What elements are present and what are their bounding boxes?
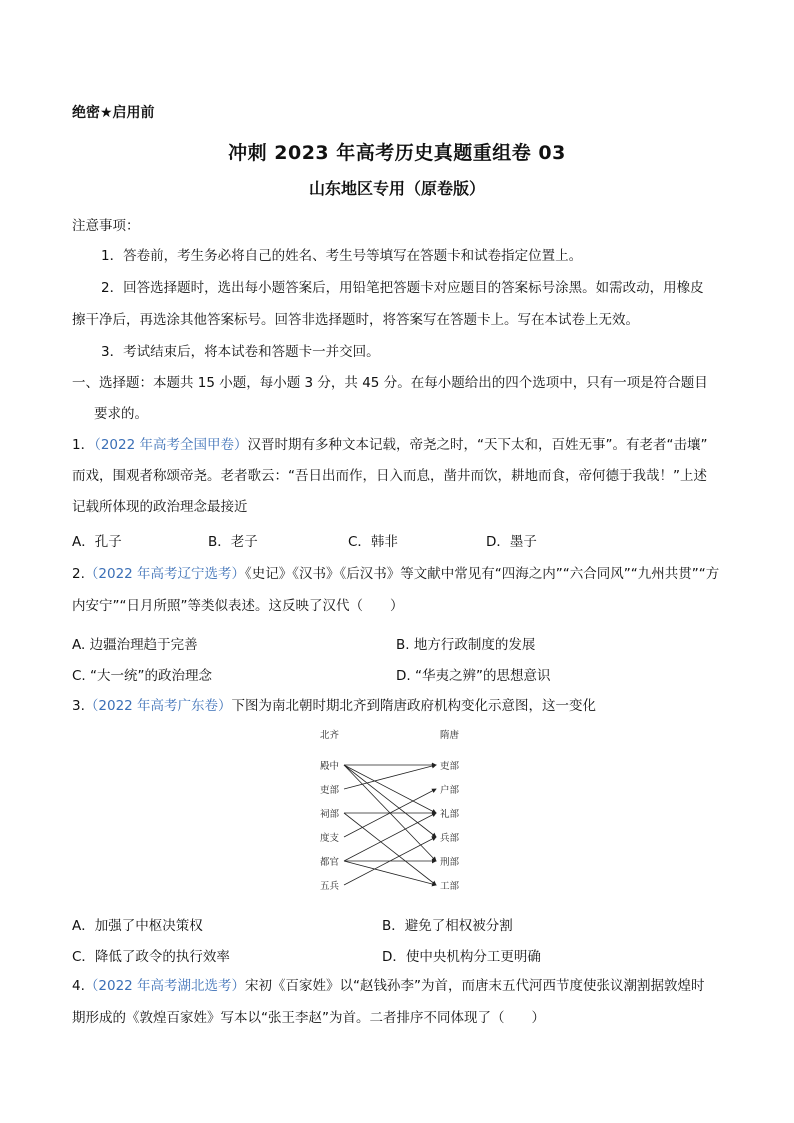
- institution-change-diagram: [316, 726, 476, 896]
- question-source: （2022 年高考辽宁选考）: [84, 566, 246, 582]
- question-3-line1: [72, 696, 596, 716]
- question-source: （2022 年高考湖北选考）: [84, 978, 246, 994]
- section-heading-line2: 要求的。: [94, 406, 148, 422]
- q3-option-c: C．降低了政令的执行效率: [72, 949, 230, 965]
- question-4-line2: 期形成的《敦煌百家姓》写本以“张王李赵”为首。二者排序不同体现了（ ）: [72, 1010, 545, 1026]
- diagram-right-header: 隋唐: [440, 730, 460, 741]
- notes-heading: 注意事项：: [72, 218, 140, 234]
- question-1-line2: 而戏，围观者称颂帝尧。老者歌云：“吾日出而作，日入而息，凿井而饮，耕地而食，帝何德于我哉！”上述: [72, 468, 707, 484]
- question-text: 下图为南北朝时期北齐到隋唐政府机构变化示意图，这一变化: [231, 698, 597, 714]
- question-number: 1．: [72, 437, 95, 453]
- right-item-hubu: 户部: [440, 785, 460, 796]
- q2-option-c: C. “大一统”的政治理念: [72, 668, 212, 684]
- q2-option-d: D. “华夷之辨”的思想意识: [396, 668, 551, 684]
- page-subtitle: 山东地区专用（原卷版）: [308, 179, 485, 198]
- question-1-line1: [72, 435, 707, 455]
- question-text: 汉晋时期有多种文本记载，帝尧之时，“天下太和，百姓无事”。有老者“击壤”: [247, 437, 708, 453]
- left-item-libu: 吏部: [320, 785, 340, 796]
- question-number: 2.: [72, 566, 85, 582]
- page-title: 冲刺 2023 年高考历史真题重组卷 03: [228, 142, 566, 164]
- q1-option-b: B．老子: [208, 534, 258, 550]
- note-item-3: 3．考试结束后，将本试卷和答题卡一并交回。: [101, 344, 380, 360]
- q2-option-b: B. 地方行政制度的发展: [396, 637, 536, 653]
- diagram-arrows: [344, 765, 436, 885]
- note-item-1: 1．答卷前，考生务必将自己的姓名、考生号等填写在答题卡和试卷指定位置上。: [101, 248, 583, 264]
- q3-option-b: B．避免了相权被分割: [382, 918, 513, 934]
- question-2-line2: 内安宁”“日月所照”等类似表述。这反映了汉代（ ）: [72, 598, 404, 614]
- question-2-line1: [72, 564, 719, 584]
- right-item-libu-rites: 礼部: [440, 809, 460, 820]
- note-item-2-line1: 2．回答选择题时，选出每小题答案后，用铅笔把答题卡对应题目的答案标号涂黑。如需改动，用橡皮: [101, 280, 704, 296]
- note-item-2-line2: 擦干净后，再选涂其他答案标号。回答非选择题时，将答案写在答题卡上。写在本试卷上无效。: [72, 312, 639, 328]
- left-item-duguan: 都官: [320, 857, 340, 868]
- question-1-line3: 记载所体现的政治理念最接近: [72, 499, 248, 515]
- q1-option-c: C．韩非: [348, 534, 398, 550]
- q1-option-a: A．孔子: [72, 534, 122, 550]
- left-item-dianzhong: 殿中: [320, 761, 340, 772]
- section-heading-line1: 一、选择题：本题共 15 小题，每小题 3 分，共 45 分。在每小题给出的四个选项中，只有一项是符合题目: [72, 375, 708, 391]
- question-4-line1: [72, 976, 705, 996]
- q1-option-d: D．墨子: [486, 534, 537, 550]
- right-item-gongbu: 工部: [440, 881, 460, 892]
- question-number: 3.: [72, 698, 85, 714]
- diagram-left-header: 北齐: [320, 730, 340, 741]
- left-item-cibu: 祠部: [320, 809, 340, 820]
- q3-option-d: D．使中央机构分工更明确: [382, 949, 541, 965]
- question-text: 宋初《百家姓》以“赵钱孙李”为首，而唐末五代河西节度使张议潮割据敦煌时: [245, 978, 705, 994]
- secret-label: 绝密★启用前: [72, 105, 155, 121]
- question-number: 4.: [72, 978, 85, 994]
- right-item-bingbu: 兵部: [440, 833, 460, 844]
- q3-option-a: A．加强了中枢决策权: [72, 918, 203, 934]
- right-item-xingbu: 刑部: [440, 857, 460, 868]
- q2-option-a: A. 边疆治理趋于完善: [72, 637, 198, 653]
- question-source: （2022 年高考全国甲卷）: [94, 437, 248, 453]
- left-item-wubing: 五兵: [320, 881, 340, 892]
- right-item-libu: 吏部: [440, 761, 460, 772]
- question-source: （2022 年高考广东卷）: [84, 698, 232, 714]
- left-item-duzhi: 度支: [320, 833, 340, 844]
- question-text: 《史记》《汉书》《后汉书》等文献中常见有“四海之内”“六合同风”“九州共贯”“方: [245, 566, 720, 582]
